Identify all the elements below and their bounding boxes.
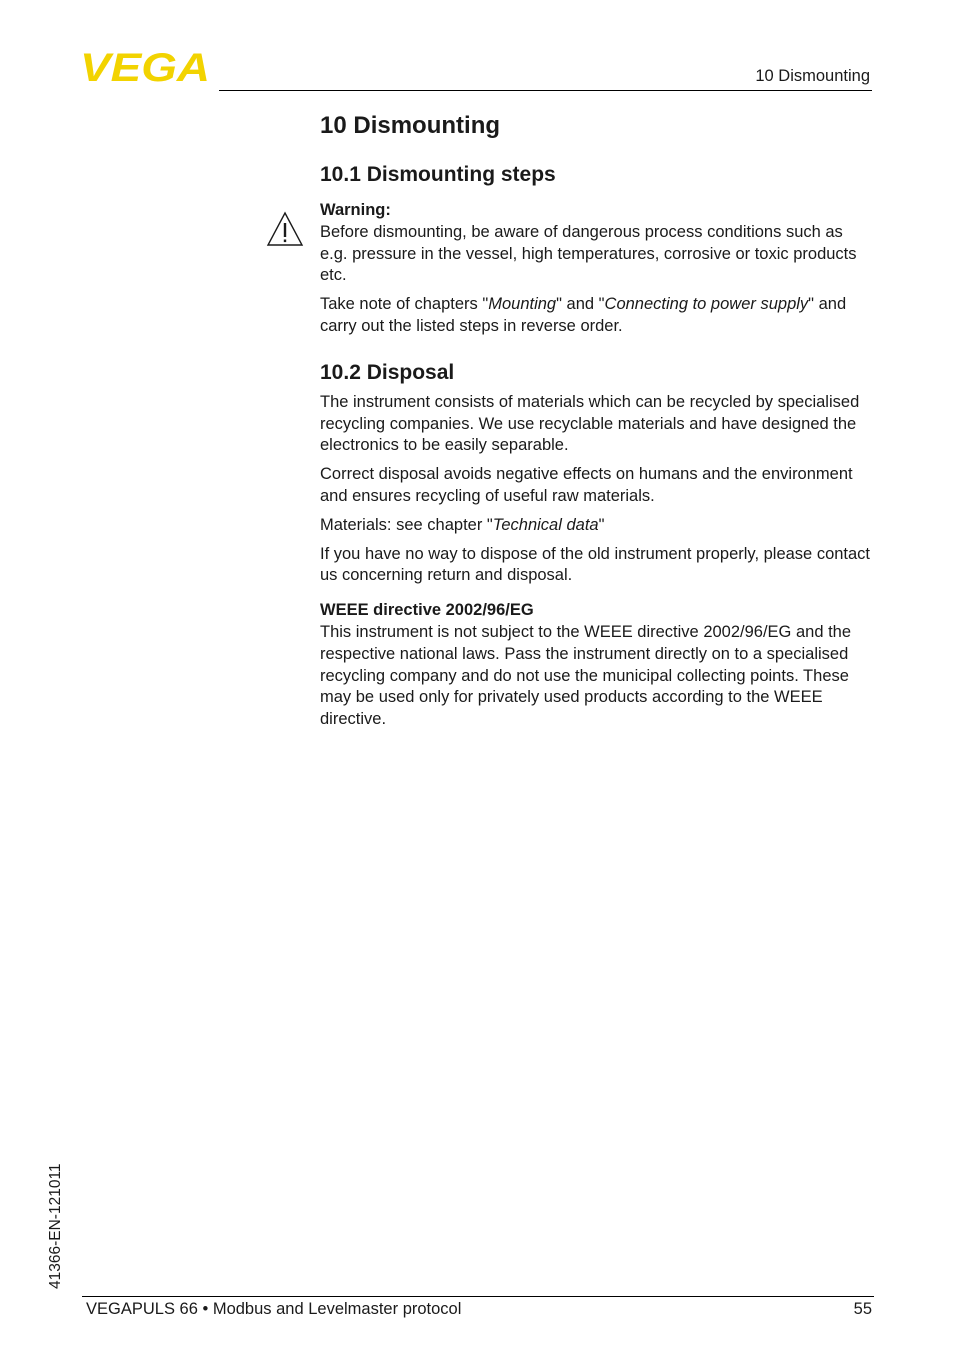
- steps-note-pre: Take note of chapters ": [320, 295, 489, 314]
- page-number: 55: [853, 1300, 872, 1318]
- disposal-paragraph-3: [320, 515, 872, 537]
- section-title-dismounting-steps: 10.1 Dismounting steps: [320, 163, 556, 186]
- weee-label: WEEE directive 2002/96/EG: [320, 601, 534, 620]
- steps-note-mid: " and ": [556, 295, 605, 314]
- warning-triangle-icon: [266, 211, 304, 247]
- footer-title: VEGAPULS 66 • Modbus and Levelmaster protocol: [86, 1300, 462, 1318]
- ref-mounting: Mounting: [488, 295, 557, 314]
- ref-connecting-power-supply: Connecting to power supply: [604, 295, 809, 314]
- materials-post: ": [598, 515, 605, 534]
- ref-technical-data: Technical data: [492, 515, 599, 534]
- header-chapter: 10 Dismounting: [755, 67, 870, 85]
- materials-pre: Materials: see chapter ": [320, 515, 493, 534]
- warning-label: Warning:: [320, 201, 391, 219]
- vega-logo: [80, 50, 212, 84]
- steps-note: [320, 294, 872, 338]
- disposal-paragraph-2: Correct disposal avoids negative effects on humans and the environment and ensures recycling of useful raw materials.: [320, 465, 853, 505]
- page-content: [320, 110, 872, 738]
- weee-text: This instrument is not subject to the WEEE directive 2002/96/EG and the respective national laws. Pass the instrument directly on to a specialised recycling company and do not use the municipal collecting points. These may be used only for privately used products according to the WEEE directive.: [320, 622, 852, 729]
- disposal-paragraph-1: The instrument consists of materials which can be recycled by specialised recycling companies. We use recyclable materials and have designed the electronics to be easily separable.: [320, 392, 860, 455]
- disposal-paragraph-4: If you have no way to dispose of the old instrument properly, please contact us concerning return and disposal.: [320, 544, 871, 585]
- logo-text: VEGA: [80, 50, 210, 84]
- steps-note-post: " and carry out the listed steps in reverse order.: [320, 295, 847, 335]
- section-title-disposal: 10.2 Disposal: [320, 360, 455, 384]
- chapter-title: 10 Dismounting: [320, 112, 501, 139]
- header-rule: [219, 90, 872, 91]
- document-code: 41366-EN-121011: [47, 1163, 64, 1289]
- footer-rule: [82, 1296, 874, 1297]
- warning-text: Before dismounting, be aware of dangerous process conditions such as e.g. pressure in the vessel, high temperatures, corrosive or toxic products etc.: [320, 222, 857, 285]
